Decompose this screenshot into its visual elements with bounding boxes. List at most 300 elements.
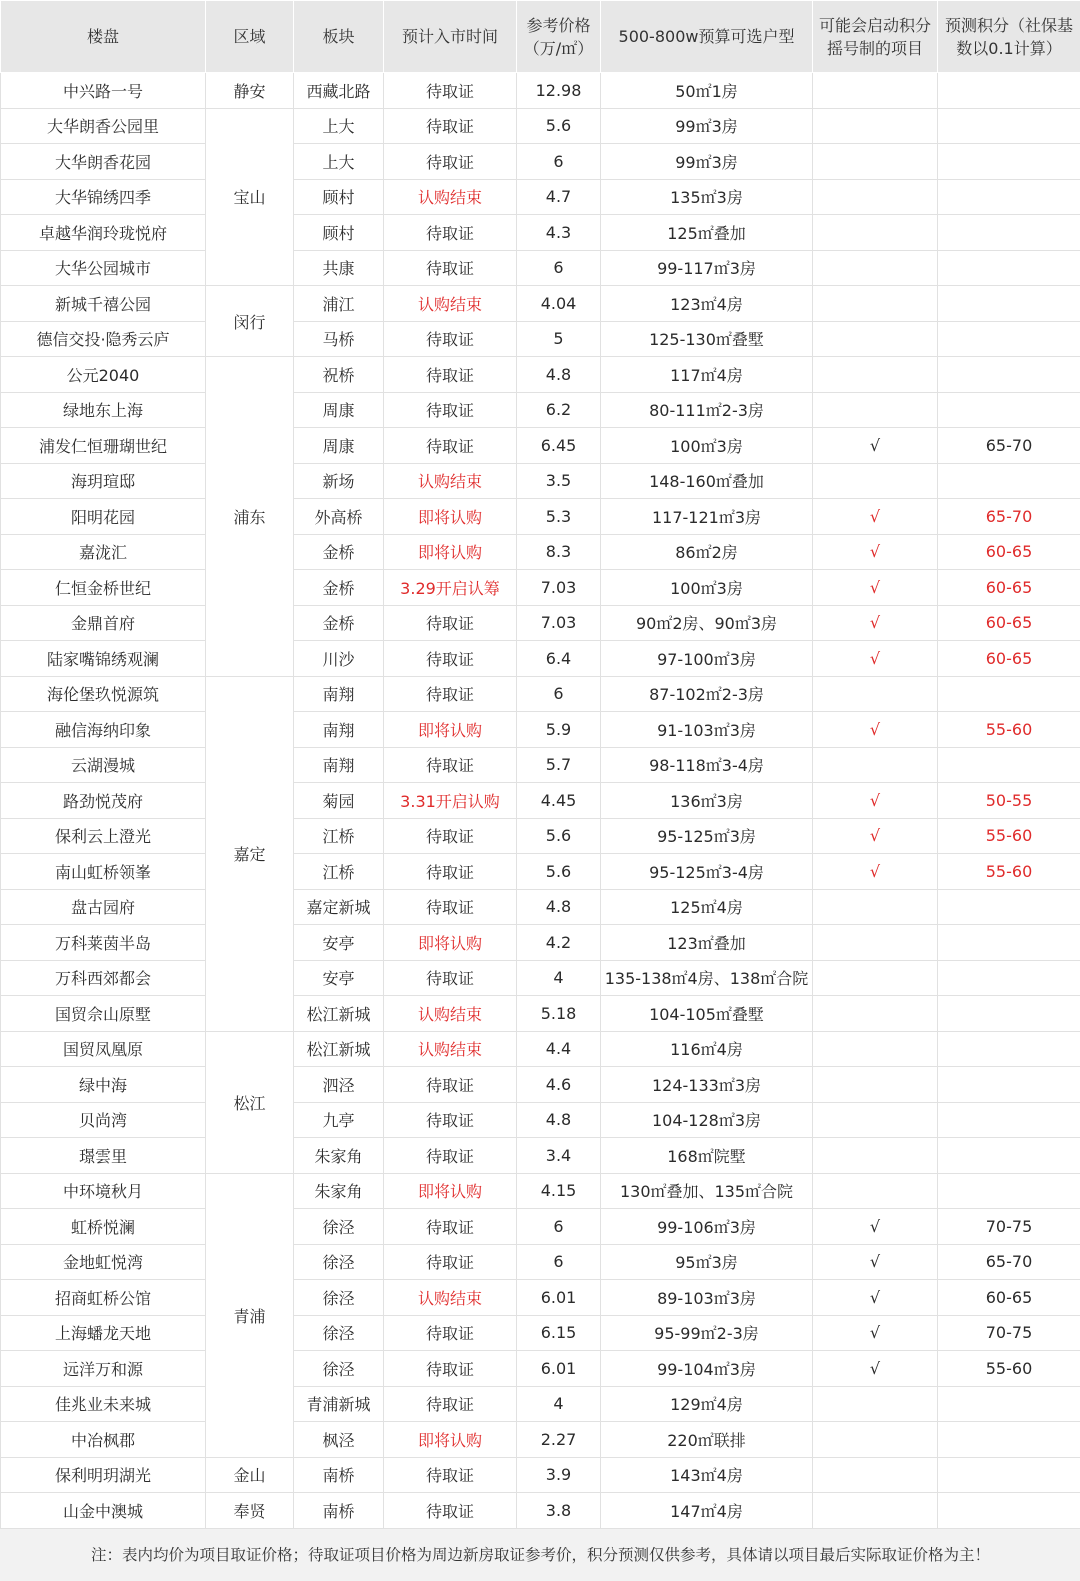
reference-price: 6.4: [517, 641, 601, 677]
unit-type: 125㎡叠加: [601, 215, 813, 251]
header-col-block: [294, 1, 384, 73]
district-name: 静安: [206, 73, 294, 109]
table-row: [1, 1067, 1080, 1103]
project-name: 浦发仁恒珊瑚世纪: [1, 428, 206, 464]
table-row: [1, 925, 1080, 961]
lottery-mark: [813, 1102, 938, 1138]
unit-type: 104-128㎡3房: [601, 1102, 813, 1138]
block-name: 徐泾: [294, 1280, 384, 1316]
launch-time: 待取证: [384, 1386, 517, 1422]
unit-type: 135-138㎡4房、138㎡合院: [601, 960, 813, 996]
reference-price: 4.45: [517, 783, 601, 819]
block-name: 马桥: [294, 321, 384, 357]
reference-price: 4.4: [517, 1031, 601, 1067]
launch-time: 待取证: [384, 676, 517, 712]
launch-time: 待取证: [384, 1102, 517, 1138]
launch-time: 待取证: [384, 108, 517, 144]
lottery-mark: √: [813, 1280, 938, 1316]
unit-type: 148-160㎡叠加: [601, 463, 813, 499]
table-row: [1, 215, 1080, 251]
block-name: 周康: [294, 428, 384, 464]
table-row: [1, 179, 1080, 215]
launch-time: 待取证: [384, 1067, 517, 1103]
project-name: 保利云上澄光: [1, 818, 206, 854]
unit-type: 95㎡3房: [601, 1244, 813, 1280]
header-text: 可能会启动积分: [815, 14, 935, 37]
unit-type: 125-130㎡叠墅: [601, 321, 813, 357]
header-text: （万/㎡）: [519, 37, 598, 60]
predicted-score: 65-70: [938, 428, 1080, 464]
project-name: 上海蟠龙天地: [1, 1315, 206, 1351]
lottery-mark: [813, 1138, 938, 1174]
predicted-score: 55-60: [938, 818, 1080, 854]
unit-type: 117㎡4房: [601, 357, 813, 393]
table-row: [1, 570, 1080, 606]
lottery-mark: [813, 1386, 938, 1422]
project-name: 远洋万和源: [1, 1351, 206, 1387]
launch-time: 认购结束: [384, 1031, 517, 1067]
table-row: [1, 1422, 1080, 1458]
predicted-score: [938, 925, 1080, 961]
block-name: 九亭: [294, 1102, 384, 1138]
project-name: 中兴路一号: [1, 73, 206, 109]
header-col-unit-type: [601, 1, 813, 73]
launch-time: 待取证: [384, 605, 517, 641]
lottery-mark: √: [813, 854, 938, 890]
project-name: 保利明玥湖光: [1, 1457, 206, 1493]
lottery-mark: [813, 392, 938, 428]
launch-time: 认购结束: [384, 1280, 517, 1316]
unit-type: 98-118㎡3-4房: [601, 747, 813, 783]
table-row: [1, 1138, 1080, 1174]
lottery-mark: √: [813, 570, 938, 606]
block-name: 徐泾: [294, 1351, 384, 1387]
unit-type: 117-121㎡3房: [601, 499, 813, 535]
table-row: [1, 712, 1080, 748]
unit-type: 99㎡3房: [601, 108, 813, 144]
table-row: [1, 641, 1080, 677]
block-name: 徐泾: [294, 1244, 384, 1280]
table-row: [1, 1493, 1080, 1529]
lottery-mark: √: [813, 1315, 938, 1351]
lottery-mark: [813, 357, 938, 393]
block-name: 上大: [294, 144, 384, 180]
predicted-score: [938, 1173, 1080, 1209]
block-name: 徐泾: [294, 1315, 384, 1351]
lottery-mark: [813, 108, 938, 144]
launch-time: 3.29开启认筹: [384, 570, 517, 606]
table-row: [1, 783, 1080, 819]
header-text: 区域: [208, 25, 291, 48]
predicted-score: [938, 1422, 1080, 1458]
table-row: [1, 1102, 1080, 1138]
block-name: 朱家角: [294, 1173, 384, 1209]
reference-price: 6: [517, 250, 601, 286]
lottery-mark: [813, 747, 938, 783]
reference-price: 2.27: [517, 1422, 601, 1458]
lottery-mark: [813, 925, 938, 961]
reference-price: 4: [517, 1386, 601, 1422]
unit-type: 220㎡联排: [601, 1422, 813, 1458]
unit-type: 95-99㎡2-3房: [601, 1315, 813, 1351]
reference-price: 6.01: [517, 1280, 601, 1316]
launch-time: 待取证: [384, 215, 517, 251]
predicted-score: [938, 321, 1080, 357]
district-name: 金山: [206, 1457, 294, 1493]
unit-type: 89-103㎡3房: [601, 1280, 813, 1316]
project-name: 山金中澳城: [1, 1493, 206, 1529]
block-name: 顾村: [294, 179, 384, 215]
project-name: 贝尚湾: [1, 1102, 206, 1138]
reference-price: 8.3: [517, 534, 601, 570]
project-name: 卓越华润玲珑悦府: [1, 215, 206, 251]
launch-time: 待取证: [384, 889, 517, 925]
unit-type: 116㎡4房: [601, 1031, 813, 1067]
block-name: 安亭: [294, 925, 384, 961]
launch-time: 即将认购: [384, 1422, 517, 1458]
lottery-mark: √: [813, 534, 938, 570]
launch-time: 待取证: [384, 1138, 517, 1174]
reference-price: 5.6: [517, 818, 601, 854]
reference-price: 4.04: [517, 286, 601, 322]
table-row: [1, 1351, 1080, 1387]
table-row: [1, 676, 1080, 712]
launch-time: 即将认购: [384, 712, 517, 748]
block-name: 松江新城: [294, 996, 384, 1032]
project-name: 万科西郊都会: [1, 960, 206, 996]
launch-time: 待取证: [384, 250, 517, 286]
project-name: 云湖漫城: [1, 747, 206, 783]
launch-time: 即将认购: [384, 925, 517, 961]
lottery-mark: √: [813, 605, 938, 641]
unit-type: 95-125㎡3房: [601, 818, 813, 854]
block-name: 菊园: [294, 783, 384, 819]
project-name: 公元2040: [1, 357, 206, 393]
project-name: 大华朗香公园里: [1, 108, 206, 144]
unit-type: 135㎡3房: [601, 179, 813, 215]
table-row: [1, 428, 1080, 464]
table-row: [1, 1031, 1080, 1067]
predicted-score: [938, 1031, 1080, 1067]
predicted-score: 65-70: [938, 1244, 1080, 1280]
reference-price: 6.2: [517, 392, 601, 428]
predicted-score: [938, 215, 1080, 251]
predicted-score: 60-65: [938, 570, 1080, 606]
block-name: 枫泾: [294, 1422, 384, 1458]
predicted-score: [938, 144, 1080, 180]
block-name: 周康: [294, 392, 384, 428]
lottery-mark: [813, 960, 938, 996]
reference-price: 6: [517, 1244, 601, 1280]
lottery-mark: [813, 144, 938, 180]
reference-price: 3.5: [517, 463, 601, 499]
table-row: [1, 1386, 1080, 1422]
lottery-mark: [813, 321, 938, 357]
predicted-score: [938, 1102, 1080, 1138]
header-col-district: [206, 1, 294, 73]
predicted-score: [938, 108, 1080, 144]
block-name: 安亭: [294, 960, 384, 996]
table-row: [1, 854, 1080, 890]
unit-type: 168㎡院墅: [601, 1138, 813, 1174]
footnote: 注：表内均价为项目取证价格；待取证项目价格为周边新房取证参考价，积分预测仅供参考，具体请以项目最后实际取证价格为主！: [1, 1528, 1080, 1580]
header-text: 500-800w预算可选户型: [603, 25, 810, 48]
reference-price: 7.03: [517, 605, 601, 641]
launch-time: 待取证: [384, 1457, 517, 1493]
lottery-mark: [813, 676, 938, 712]
block-name: 川沙: [294, 641, 384, 677]
table-row: [1, 1457, 1080, 1493]
table-row: [1, 250, 1080, 286]
project-name: 国贸凤凰原: [1, 1031, 206, 1067]
reference-price: 6: [517, 676, 601, 712]
predicted-score: [938, 676, 1080, 712]
predicted-score: 70-75: [938, 1315, 1080, 1351]
unit-type: 99-117㎡3房: [601, 250, 813, 286]
lottery-mark: [813, 1493, 938, 1529]
header-text: 板块: [296, 25, 381, 48]
lottery-mark: √: [813, 783, 938, 819]
unit-type: 80-111㎡2-3房: [601, 392, 813, 428]
reference-price: 6.45: [517, 428, 601, 464]
lottery-mark: √: [813, 712, 938, 748]
unit-type: 130㎡叠加、135㎡合院: [601, 1173, 813, 1209]
project-name: 大华锦绣四季: [1, 179, 206, 215]
block-name: 金桥: [294, 570, 384, 606]
lottery-mark: [813, 889, 938, 925]
predicted-score: 60-65: [938, 1280, 1080, 1316]
unit-type: 91-103㎡3房: [601, 712, 813, 748]
lottery-mark: [813, 996, 938, 1032]
reference-price: 4.7: [517, 179, 601, 215]
launch-time: 待取证: [384, 1244, 517, 1280]
block-name: 南桥: [294, 1493, 384, 1529]
header-text: 参考价格: [519, 14, 598, 37]
project-name: 融信海纳印象: [1, 712, 206, 748]
unit-type: 90㎡2房、90㎡3房: [601, 605, 813, 641]
unit-type: 136㎡3房: [601, 783, 813, 819]
table-row: [1, 534, 1080, 570]
table-row: [1, 499, 1080, 535]
predicted-score: [938, 960, 1080, 996]
unit-type: 125㎡4房: [601, 889, 813, 925]
block-name: 南翔: [294, 747, 384, 783]
reference-price: 6: [517, 1209, 601, 1245]
block-name: 浦江: [294, 286, 384, 322]
lottery-mark: √: [813, 499, 938, 535]
predicted-score: [938, 286, 1080, 322]
predicted-score: [938, 357, 1080, 393]
block-name: 徐泾: [294, 1209, 384, 1245]
unit-type: 100㎡3房: [601, 428, 813, 464]
reference-price: 4: [517, 960, 601, 996]
block-name: 江桥: [294, 854, 384, 890]
district-name: 闵行: [206, 286, 294, 357]
unit-type: 95-125㎡3-4房: [601, 854, 813, 890]
unit-type: 147㎡4房: [601, 1493, 813, 1529]
unit-type: 123㎡4房: [601, 286, 813, 322]
table-row: [1, 818, 1080, 854]
launch-time: 即将认购: [384, 1173, 517, 1209]
predicted-score: 60-65: [938, 605, 1080, 641]
predicted-score: 55-60: [938, 712, 1080, 748]
table-row: [1, 108, 1080, 144]
reference-price: 4.8: [517, 889, 601, 925]
table-row: [1, 1315, 1080, 1351]
project-name: 阳明花园: [1, 499, 206, 535]
table-row: [1, 1280, 1080, 1316]
table-row: [1, 747, 1080, 783]
unit-type: 86㎡2房: [601, 534, 813, 570]
header-text: 数以0.1计算）: [940, 37, 1078, 60]
block-name: 上大: [294, 108, 384, 144]
block-name: 新场: [294, 463, 384, 499]
district-name: 宝山: [206, 108, 294, 286]
launch-time: 待取证: [384, 1351, 517, 1387]
launch-time: 待取证: [384, 747, 517, 783]
table-row: [1, 321, 1080, 357]
project-name: 金地虹悦湾: [1, 1244, 206, 1280]
district-name: 松江: [206, 1031, 294, 1173]
project-name: 路劲悦茂府: [1, 783, 206, 819]
block-name: 南桥: [294, 1457, 384, 1493]
project-name: 大华公园城市: [1, 250, 206, 286]
predicted-score: [938, 179, 1080, 215]
district-name: 浦东: [206, 357, 294, 677]
header-text: 预计入市时间: [386, 25, 514, 48]
district-name: 奉贤: [206, 1493, 294, 1529]
project-name: 绿中海: [1, 1067, 206, 1103]
launch-time: 认购结束: [384, 179, 517, 215]
project-name: 陆家嘴锦绣观澜: [1, 641, 206, 677]
project-name: 招商虹桥公馆: [1, 1280, 206, 1316]
table-row: [1, 1244, 1080, 1280]
block-name: 松江新城: [294, 1031, 384, 1067]
project-name: 中冶枫郡: [1, 1422, 206, 1458]
predicted-score: [938, 1457, 1080, 1493]
block-name: 共康: [294, 250, 384, 286]
unit-type: 129㎡4房: [601, 1386, 813, 1422]
table-row: [1, 605, 1080, 641]
project-name: 海伦堡玖悦源筑: [1, 676, 206, 712]
launch-time: 待取证: [384, 1493, 517, 1529]
table-row: [1, 463, 1080, 499]
header-col-score: [938, 1, 1080, 73]
table-row: [1, 889, 1080, 925]
table-row: [1, 144, 1080, 180]
project-name: 金鼎首府: [1, 605, 206, 641]
block-name: 祝桥: [294, 357, 384, 393]
launch-time: 待取证: [384, 1209, 517, 1245]
block-name: 嘉定新城: [294, 889, 384, 925]
project-name: 仁恒金桥世纪: [1, 570, 206, 606]
launch-time: 待取证: [384, 960, 517, 996]
lottery-mark: √: [813, 1244, 938, 1280]
lottery-mark: √: [813, 1209, 938, 1245]
block-name: 金桥: [294, 605, 384, 641]
header-col-project: [1, 1, 206, 73]
unit-type: 124-133㎡3房: [601, 1067, 813, 1103]
predicted-score: [938, 1067, 1080, 1103]
table-row: [1, 1209, 1080, 1245]
reference-price: 5.9: [517, 712, 601, 748]
header-col-price: [517, 1, 601, 73]
launch-time: 即将认购: [384, 534, 517, 570]
launch-time: 待取证: [384, 144, 517, 180]
project-name: 德信交投·隐秀云庐: [1, 321, 206, 357]
launch-time: 3.31开启认购: [384, 783, 517, 819]
reference-price: 4.3: [517, 215, 601, 251]
lottery-mark: √: [813, 818, 938, 854]
unit-type: 143㎡4房: [601, 1457, 813, 1493]
header-text: 楼盘: [3, 25, 203, 48]
lottery-mark: [813, 73, 938, 109]
reference-price: 6.01: [517, 1351, 601, 1387]
block-name: 南翔: [294, 676, 384, 712]
lottery-mark: [813, 215, 938, 251]
reference-price: 4.6: [517, 1067, 601, 1103]
unit-type: 99㎡3房: [601, 144, 813, 180]
table-row: [1, 960, 1080, 996]
predicted-score: 65-70: [938, 499, 1080, 535]
reference-price: 5.3: [517, 499, 601, 535]
unit-type: 87-102㎡2-3房: [601, 676, 813, 712]
predicted-score: 60-65: [938, 534, 1080, 570]
predicted-score: [938, 392, 1080, 428]
header-text: 摇号制的项目: [815, 37, 935, 60]
launch-time: 即将认购: [384, 499, 517, 535]
predicted-score: 55-60: [938, 1351, 1080, 1387]
lottery-mark: √: [813, 428, 938, 464]
launch-time: 认购结束: [384, 996, 517, 1032]
reference-price: 6: [517, 144, 601, 180]
launch-time: 待取证: [384, 73, 517, 109]
predicted-score: [938, 1386, 1080, 1422]
project-name: 国贸佘山原墅: [1, 996, 206, 1032]
unit-type: 99-106㎡3房: [601, 1209, 813, 1245]
table-row: [1, 286, 1080, 322]
lottery-mark: [813, 1422, 938, 1458]
predicted-score: [938, 463, 1080, 499]
predicted-score: [938, 73, 1080, 109]
predicted-score: [938, 889, 1080, 925]
lottery-mark: [813, 250, 938, 286]
lottery-mark: [813, 1031, 938, 1067]
header-col-launch-time: [384, 1, 517, 73]
launch-time: 待取证: [384, 392, 517, 428]
unit-type: 104-105㎡叠墅: [601, 996, 813, 1032]
predicted-score: 60-65: [938, 641, 1080, 677]
header-row: [1, 1, 1080, 73]
reference-price: 12.98: [517, 73, 601, 109]
lottery-mark: √: [813, 641, 938, 677]
reference-price: 5.18: [517, 996, 601, 1032]
unit-type: 97-100㎡3房: [601, 641, 813, 677]
launch-time: 待取证: [384, 428, 517, 464]
predicted-score: 70-75: [938, 1209, 1080, 1245]
reference-price: 3.9: [517, 1457, 601, 1493]
project-name: 大华朗香花园: [1, 144, 206, 180]
project-name: 南山虹桥领峯: [1, 854, 206, 890]
project-name: 绿地东上海: [1, 392, 206, 428]
project-name: 海玥瑄邸: [1, 463, 206, 499]
unit-type: 100㎡3房: [601, 570, 813, 606]
block-name: 泗泾: [294, 1067, 384, 1103]
project-name: 新城千禧公园: [1, 286, 206, 322]
unit-type: 99-104㎡3房: [601, 1351, 813, 1387]
block-name: 江桥: [294, 818, 384, 854]
block-name: 外高桥: [294, 499, 384, 535]
